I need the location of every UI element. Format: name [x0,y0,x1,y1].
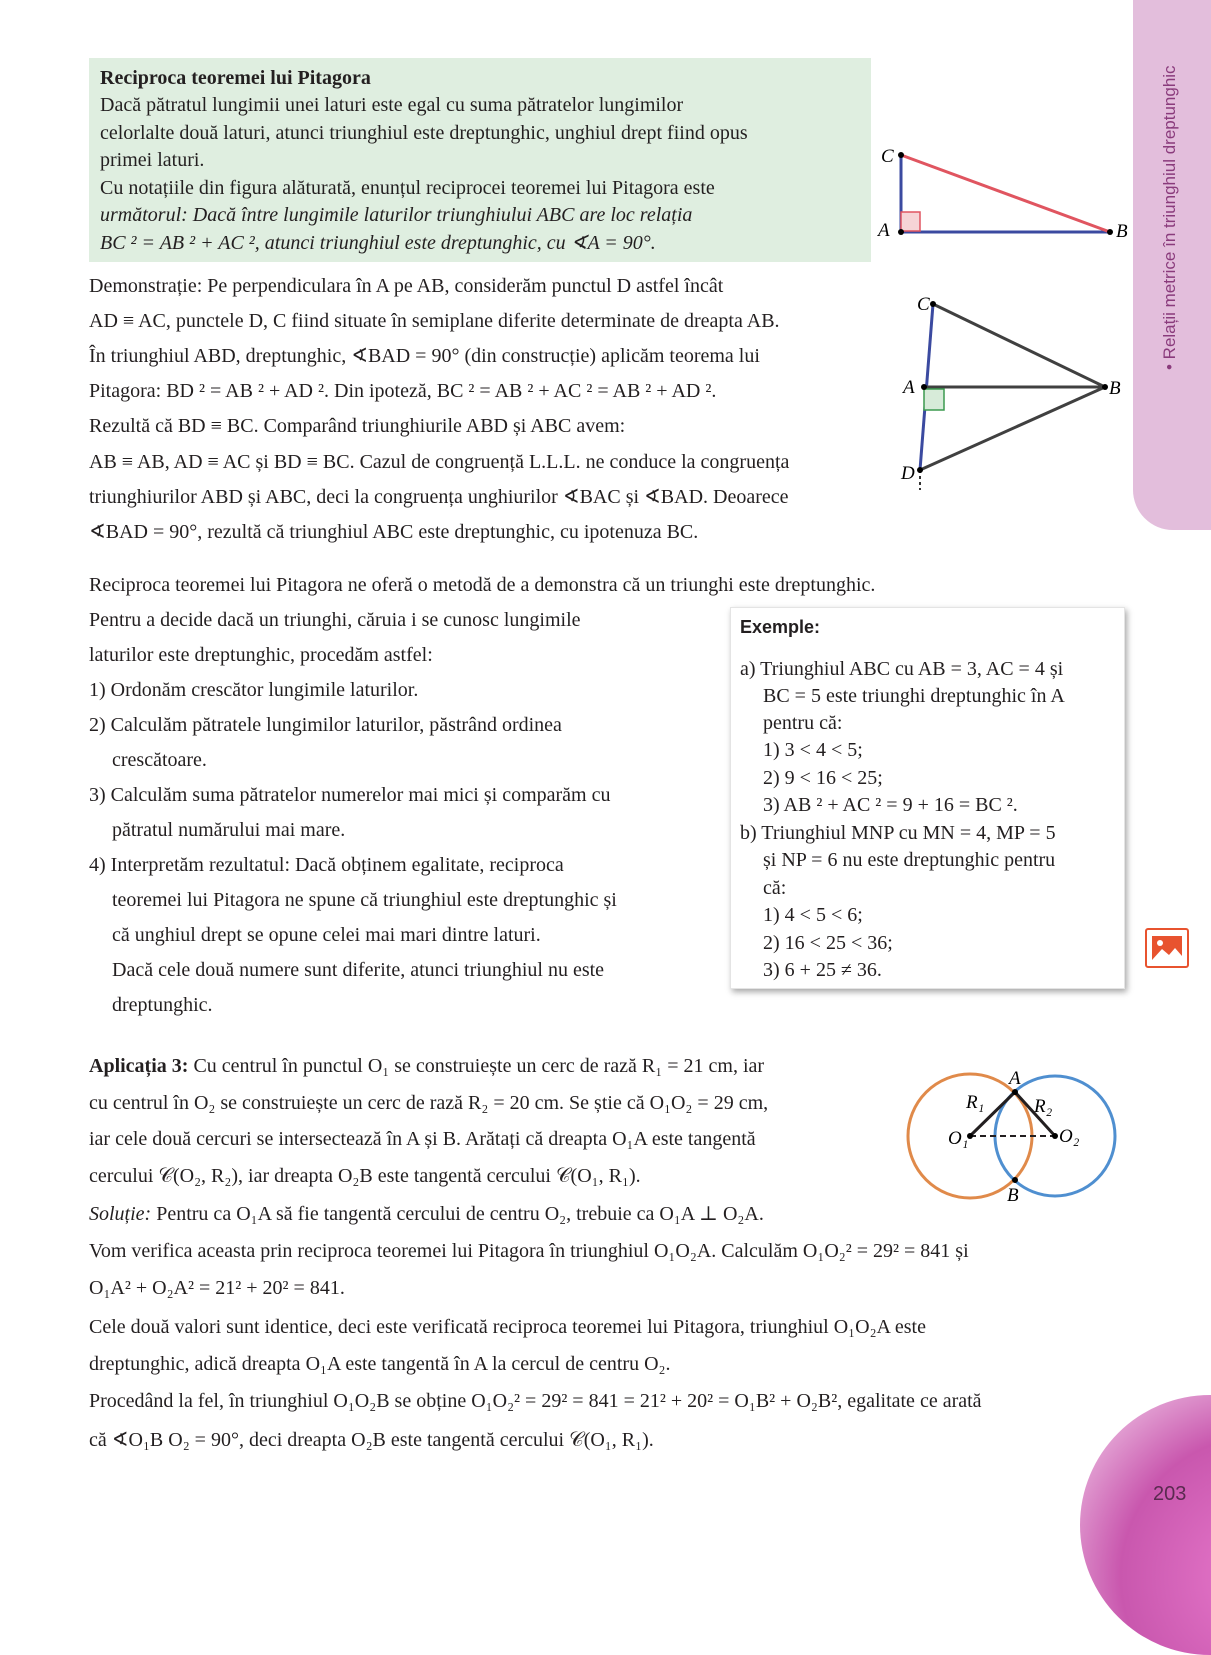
solution-line: Soluție: Pentru ca O₁A să fie tangentă cercului de centru O₂, trebuie ca O₁A ⊥ O₂A. [89,1203,764,1225]
method-step-cont: dreptunghic. [112,994,213,1016]
method-intro: Reciproca teoremei lui Pitagora ne oferă o metodă de a demonstra că un triunghi este dreptunghic. [89,574,876,596]
theorem-line: BC ² = AB ² + AC ², atunci triunghiul este dreptunghic, cu ∢A = 90°. [100,232,656,254]
vertex-label: C [881,146,894,167]
method-step: 3) Calculăm suma pătratelor numerelor mai mici și comparăm cu [89,784,611,806]
proof-line: Demonstrație: Pe perpendiculara în A pe AB, considerăm punctul D astfel încât [89,275,724,297]
examples-title: Exemple: [740,617,821,637]
vertex-label: B [1116,221,1128,242]
method-step-cont: teoremei lui Pitagora ne spune că triunghiul este dreptunghic și [112,889,617,911]
theorem-line: Cu notațiile din figura alăturată, enunțul reciprocei teoremei lui Pitagora este [100,177,715,199]
proof-line: În triunghiul ABD, dreptunghic, ∢BAD = 90° (din construcție) aplicăm teorema lui [89,345,760,367]
method-step-cont: Dacă cele două numere sunt diferite, atunci triunghiul nu este [112,959,605,981]
theorem-line: primei laturi. [100,149,205,171]
example-line: BC = 5 este triunghi dreptunghic în A [763,685,1065,707]
example-line: a) Triunghiul ABC cu AB = 3, AC = 4 și [740,658,1064,680]
proof-line: AD ≡ AC, punctele D, C fiind situate în semiplane diferite determinate de dreapta AB. [89,310,780,332]
method-step: 1) Ordonăm crescător lungimile laturilor. [89,679,419,701]
proof-line: triunghiurilor ABD și ABC, deci la congruența unghiurilor ∢BAC și ∢BAD. Deoarece [89,486,789,508]
solution-line: că ∢O₁B O₂ = 90°, deci dreapta O₂B este tangentă cercului 𝒞(O₁, R₁). [89,1429,654,1451]
example-line: 1) 4 < 5 < 6; [763,904,863,926]
vertex-label: A [878,220,890,241]
method-step-cont: crescătoare. [112,749,207,771]
point-label: B [1007,1185,1019,1206]
example-line: 2) 9 < 16 < 25; [763,767,883,789]
example-line: 3) 6 + 25 ≠ 36. [763,959,882,981]
method-step-cont: că unghiul drept se opune celei mai mari dintre laturi. [112,924,541,946]
application-line: iar cele două cercuri se intersectează în A și B. Arătați că dreapta O₁A este tangentă [89,1128,756,1150]
page-number: 203 [1153,1483,1187,1505]
vertex-label: A [903,377,915,398]
theorem-line: următorul: Dacă între lungimile laturilor triunghiului ABC are loc relația [100,204,693,226]
proof-line: Pitagora: BD ² = AB ² + AD ². Din ipoteză, BC ² = AB ² + AC ² = AB ² + AD ². [89,380,717,402]
method-line: Pentru a decide dacă un triunghi, căruia i se cunosc lungimile [89,609,581,631]
proof-figure [895,290,1135,500]
radius-label: R₁ [966,1092,985,1113]
example-line: și NP = 6 nu este dreptunghic pentru [763,849,1056,871]
method-line: laturilor este dreptunghic, procedăm astfel: [89,644,433,666]
example-line: b) Triunghiul MNP cu MN = 4, MP = 5 [740,822,1056,844]
method-step: 2) Calculăm pătratele lungimilor laturilor, păstrând ordinea [89,714,562,736]
theorem-line: Dacă pătratul lungimii unei laturi este egal cu suma pătratelor lungimilor [100,94,684,116]
example-line: 2) 16 < 25 < 36; [763,932,893,954]
radius-label: R₂ [1034,1096,1053,1117]
center-label: O₂ [1059,1126,1080,1147]
example-line: 1) 3 < 4 < 5; [763,739,863,761]
example-line: 3) AB ² + AC ² = 9 + 16 = BC ². [763,794,1018,816]
proof-line: ∢BAD = 90°, rezultă că triunghiul ABC este dreptunghic, cu ipotenuza BC. [89,521,699,543]
example-line: pentru că: [763,712,843,734]
proof-line: Rezultă că BD ≡ BC. Comparând triunghiurile ABD și ABC avem: [89,415,626,437]
application-line: cercului 𝒞(O₂, R₂), iar dreapta O₂B este tangentă cercului 𝒞(O₁, R₁). [89,1165,641,1187]
solution-line: Cele două valori sunt identice, deci este verificată reciproca teoremei lui Pitagora, triunghiul O₁O₂A este [89,1316,926,1338]
image-icon[interactable] [1145,928,1189,968]
side-tab-label: • Relații metrice în triunghiul dreptunghic [1160,65,1179,370]
solution-line: Vom verifica aceasta prin reciproca teoremei lui Pitagora în triunghiul O₁O₂A. Calculăm O₁O₂² = 29² = 841 și [89,1240,969,1262]
vertex-label: D [901,463,915,484]
example-line: că: [763,877,787,899]
solution-line: O₁A² + O₂A² = 21² + 20² = 841. [89,1277,345,1299]
proof-line: AB ≡ AB, AD ≡ AC și BD ≡ BC. Cazul de congruență L.L.L. ne conduce la congruența [89,451,790,473]
right-triangle-figure [870,140,1130,250]
application-line: cu centrul în O₂ se construiește un cerc de rază R₂ = 20 cm. Se știe că O₁O₂ = 29 cm, [89,1092,769,1114]
center-label: O₁ [948,1128,969,1149]
application-line: Aplicația 3: Cu centrul în punctul O₁ se construiește un cerc de rază R₁ = 21 cm, iar [89,1055,765,1077]
vertex-label: B [1109,378,1121,399]
page-corner-decoration [1080,1395,1211,1655]
point-label: A [1009,1068,1021,1089]
solution-line: Procedând la fel, în triunghiul O₁O₂B se obține O₁O₂² = 29² = 841 = 21² + 20² = O₁B² + O₂B², egalitate ce arată [89,1390,982,1412]
theorem-line: celorlalte două laturi, atunci triunghiul este dreptunghic, unghiul drept fiind opus [100,122,748,144]
vertex-label: C [917,294,930,315]
theorem-title: Reciproca teoremei lui Pitagora [100,67,371,89]
circles-figure [900,1062,1125,1207]
method-step-cont: pătratul numărului mai mare. [112,819,346,841]
method-step: 4) Interpretăm rezultatul: Dacă obținem egalitate, reciproca [89,854,564,876]
solution-line: dreptunghic, adică dreapta O₁A este tangentă în A la cercul de centru O₂. [89,1353,671,1375]
